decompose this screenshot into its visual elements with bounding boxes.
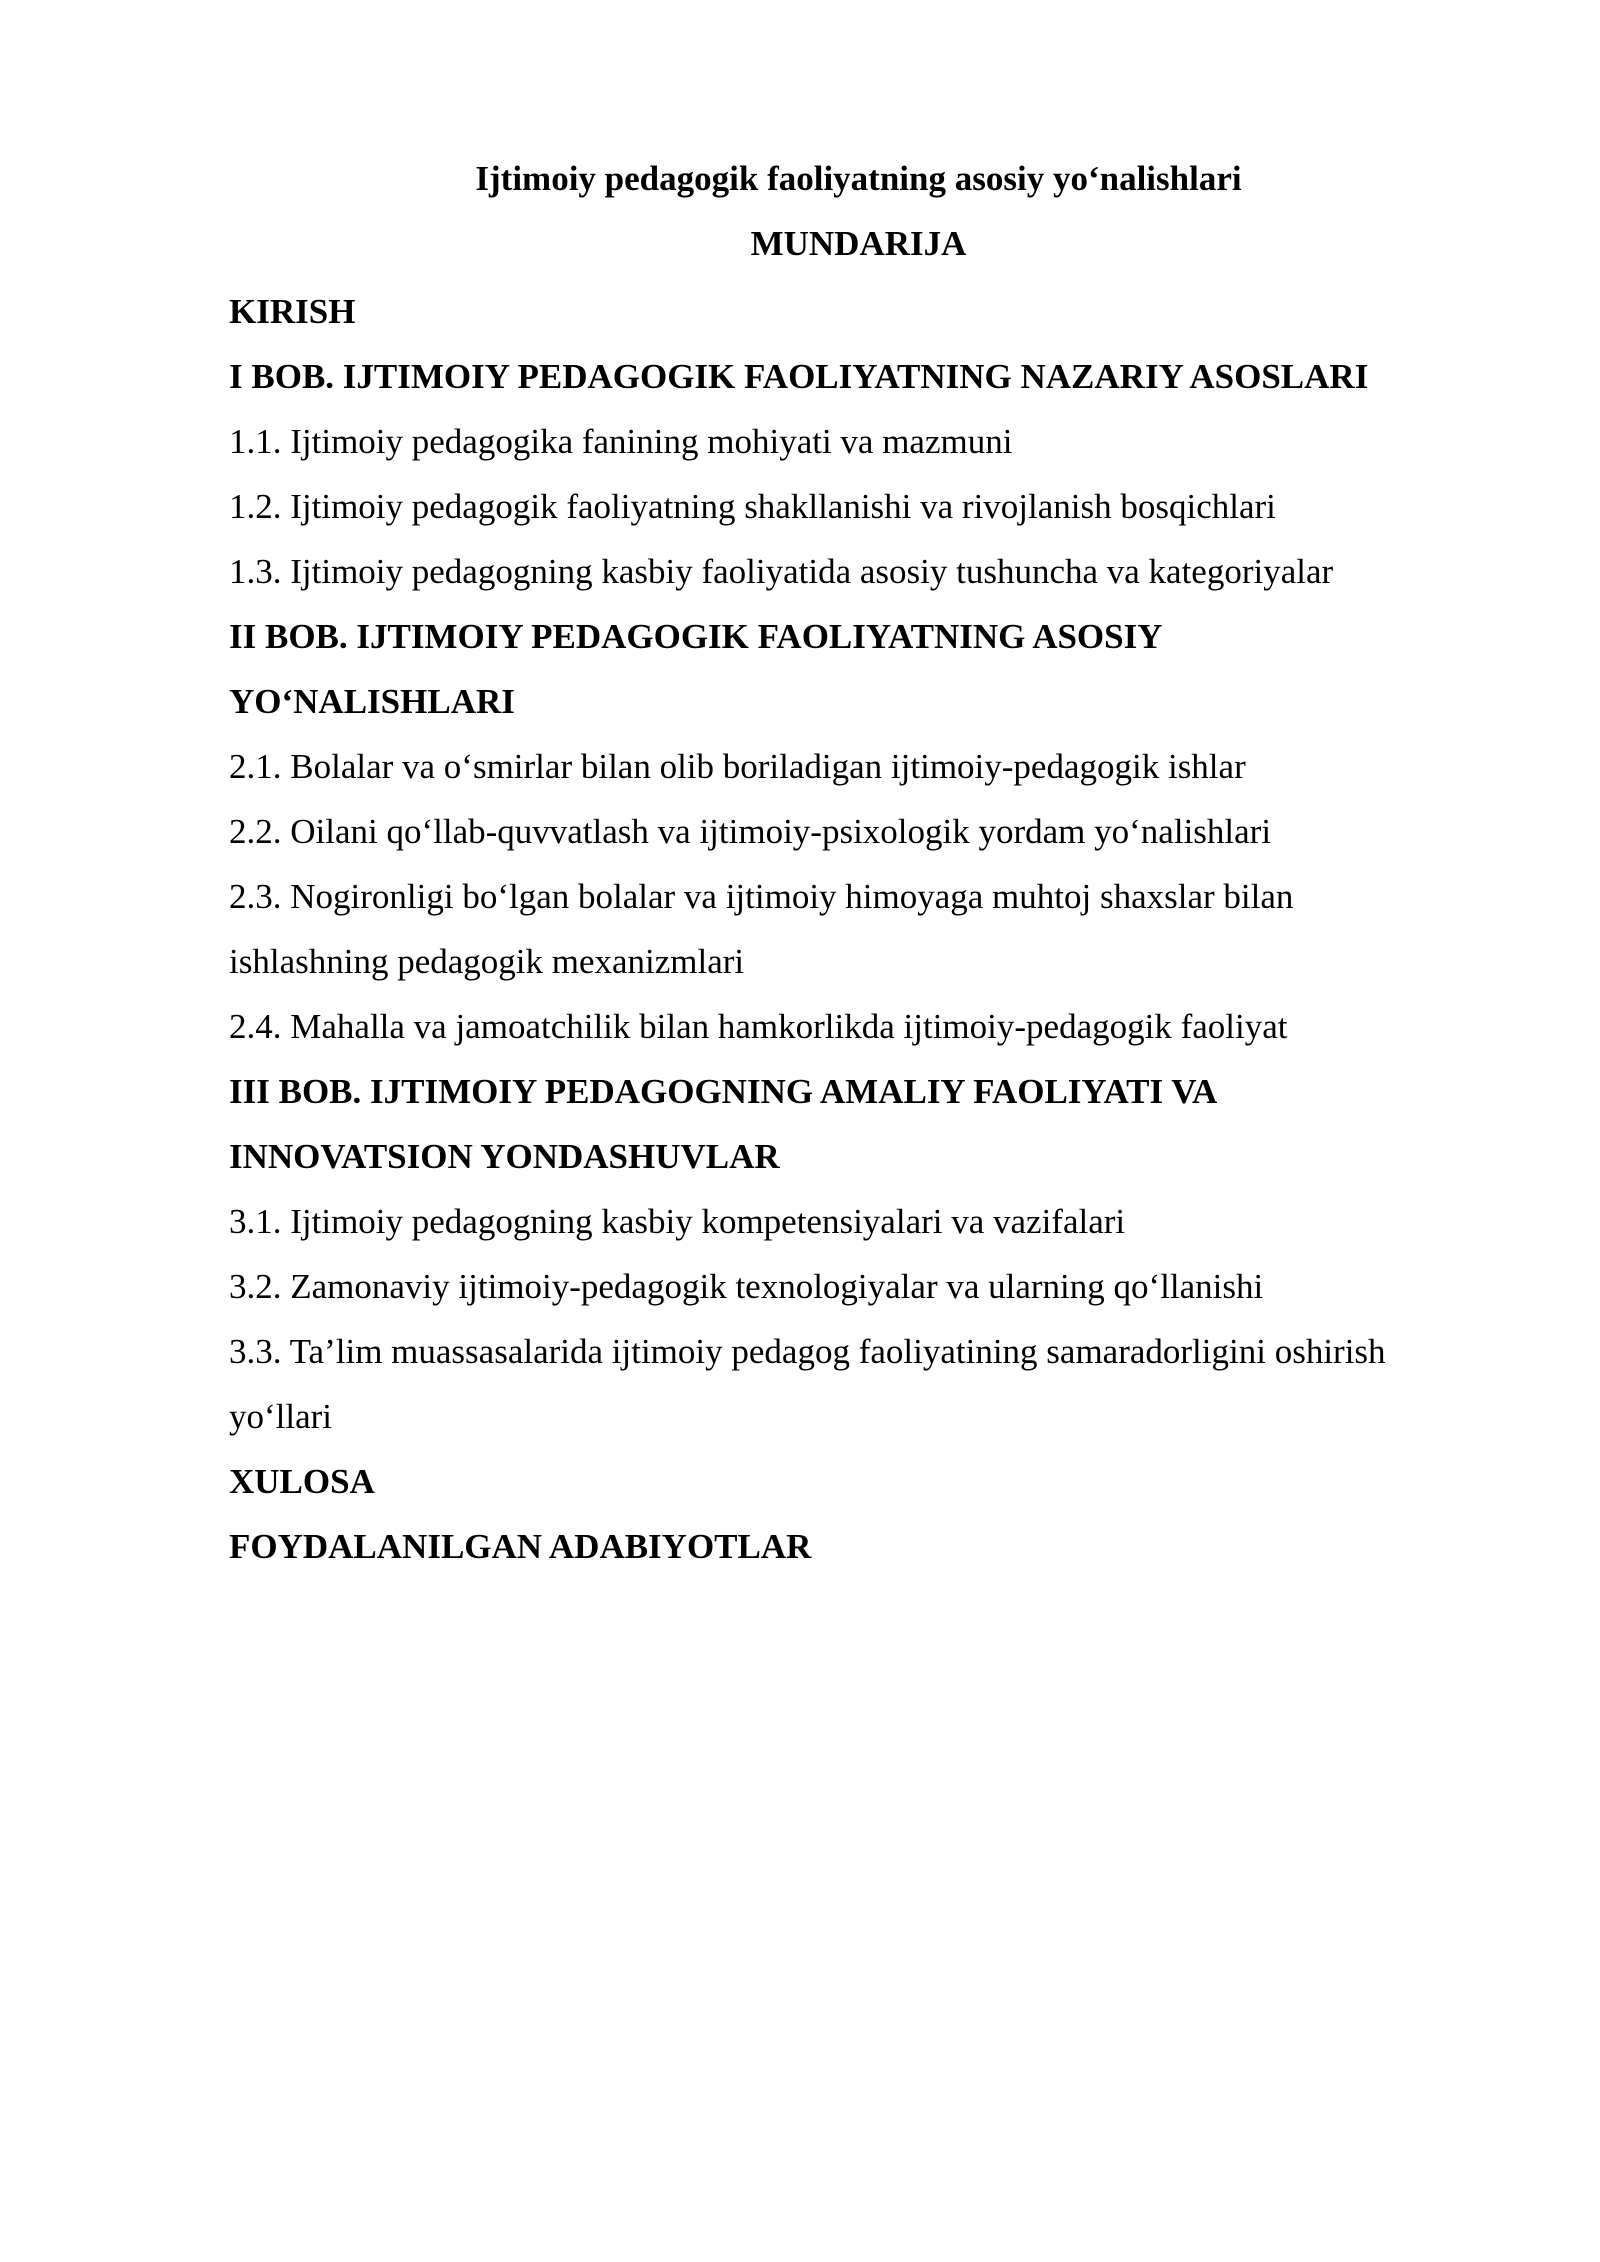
table-of-contents [229,279,1489,1579]
document-title: Ijtimoiy pedagogik faoliyatning asosiy yo‘nalishlari [475,159,1242,198]
toc-entry: yo‘llari [229,1397,333,1436]
toc-section-heading: FOYDALANILGAN ADABIYOTLAR [229,1527,812,1566]
toc-entry: 3.2. Zamonaviy ijtimoiy-pedagogik texnologiyalar va ularning qo‘llanishi [229,1267,1264,1306]
toc-entry: 2.2. Oilani qo‘llab-quvvatlash va ijtimoiy-psixologik yordam yo‘nalishlari [229,812,1272,851]
toc-entry: 1.1. Ijtimoiy pedagogika fanining mohiyati va mazmuni [229,422,1013,461]
toc-entry: 3.3. Ta’lim muassasalarida ijtimoiy pedagog faoliyatining samaradorligini oshirish [229,1332,1386,1371]
toc-entry: 2.3. Nogironligi bo‘lgan bolalar va ijtimoiy himoyaga muhtoj shaxslar bilan [229,877,1294,916]
toc-section-heading: KIRISH [229,292,356,331]
toc-entry: 2.4. Mahalla va jamoatchilik bilan hamkorlikda ijtimoiy-pedagogik faoliyat [229,1007,1288,1046]
toc-entry: 1.2. Ijtimoiy pedagogik faoliyatning shakllanishi va rivojlanish bosqichlari [229,487,1276,526]
toc-entry: 3.1. Ijtimoiy pedagogning kasbiy kompetensiyalari va vazifalari [229,1202,1126,1241]
toc-section-heading: XULOSA [229,1462,375,1501]
toc-section-heading: I BOB. IJTIMOIY PEDAGOGIK FAOLIYATNING NAZARIY ASOSLARI [229,357,1369,396]
toc-heading: MUNDARIJA [750,224,967,263]
toc-entry: ishlashning pedagogik mexanizmlari [229,942,745,981]
toc-section-heading: III BOB. IJTIMOIY PEDAGOGNING AMALIY FAOLIYATI VA [229,1072,1218,1111]
toc-section-heading: II BOB. IJTIMOIY PEDAGOGIK FAOLIYATNING ASOSIY [229,617,1163,656]
toc-section-heading: INNOVATSION YONDASHUVLAR [229,1137,780,1176]
toc-entry: 1.3. Ijtimoiy pedagogning kasbiy faoliyatida asosiy tushuncha va kategoriyalar [229,552,1334,591]
toc-entry: 2.1. Bolalar va o‘smirlar bilan olib boriladigan ijtimoiy-pedagogik ishlar [229,747,1246,786]
toc-section-heading: YO‘NALISHLARI [229,682,515,721]
